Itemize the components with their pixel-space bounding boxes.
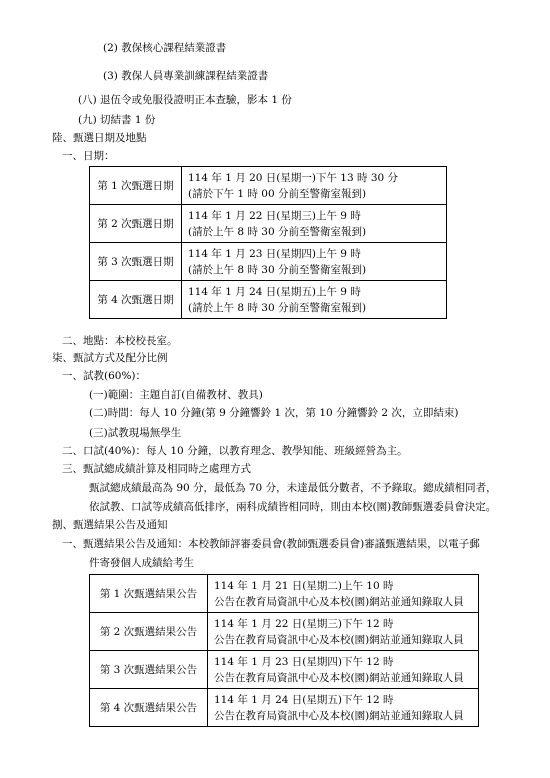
oral-exam-line: 二、口試(40%)：每人 10 分鐘，以教育理念、教學知能、班級經營為主。 xyxy=(62,445,408,457)
row-detail: 114 年 1 月 21 日(星期二)上午 10 時 公告在教育局資訊中心及本校(園)網站並通知錄取人員 xyxy=(208,575,479,613)
row-label: 第 4 次甄選日期 xyxy=(90,281,182,319)
row-label: 第 3 次甄選結果公告 xyxy=(90,651,208,689)
trial-teaching-line: 一、試教(60%)： xyxy=(62,370,147,382)
row-label: 第 4 次甄選結果公告 xyxy=(90,689,208,727)
section-7-heading: 柒、甄試方式及配分比例 xyxy=(52,352,168,364)
table-row xyxy=(90,689,479,727)
date-label: 一、日期： xyxy=(62,150,115,162)
section-8-heading: 捌、甄選結果公告及通知 xyxy=(52,519,168,531)
calc-line-2: 依試教、口試等成績高低排序，兩科成績皆相同時，則由本校(園)教師甄選委員會決定。 xyxy=(89,501,497,513)
row-detail: 114 年 1 月 23 日(星期四)上午 9 時 (請於上午 8 時 30 分前至警衛室報到) xyxy=(182,243,447,281)
table-row xyxy=(90,167,447,205)
row-detail: 114 年 1 月 23 日(星期四)下午 12 時 公告在教育局資訊中心及本校(園)網站並通知錄取人員 xyxy=(208,651,479,689)
doc-item-9: (九) 切結書 1 份 xyxy=(78,114,156,126)
row-detail: 114 年 1 月 22 日(星期三)上午 9 時 (請於上午 8 時 30 分前至警衛室報到) xyxy=(182,205,447,243)
row-detail: 114 年 1 月 22 日(星期三)下午 12 時 公告在教育局資訊中心及本校(園)網站並通知錄取人員 xyxy=(208,613,479,651)
table-row xyxy=(90,243,447,281)
table-row xyxy=(90,205,447,243)
row-label: 第 2 次甄選日期 xyxy=(90,205,182,243)
doc-item-8: (八) 退伍令或免服役證明正本查驗，影本 1 份 xyxy=(78,94,292,106)
notice-line-1: 一、甄選結果公告及通知：本校教師評審委員會(教師甄選委員會)審議甄選結果，以電子郵 xyxy=(62,538,480,550)
notice-line-2: 件寄發個人成績給考生 xyxy=(89,557,194,569)
table-row xyxy=(90,651,479,689)
calc-heading: 三、甄試總成績計算及相同時之處理方式 xyxy=(62,463,251,475)
row-label: 第 3 次甄選日期 xyxy=(90,243,182,281)
result-announcement-table xyxy=(89,574,479,727)
site-line: (三)試教現場無學生 xyxy=(89,427,182,439)
row-detail: 114 年 1 月 20 日(星期一)下午 13 時 30 分 (請於下午 1 時 00 分前至警衛室報到) xyxy=(182,167,447,205)
table-row xyxy=(90,575,479,613)
place-line: 二、地點：本校校長室。 xyxy=(62,335,178,347)
doc-item-2: (2) 教保核心課程結業證書 xyxy=(103,42,227,54)
row-label: 第 1 次甄選結果公告 xyxy=(90,575,208,613)
table-row xyxy=(90,613,479,651)
doc-item-3: (3) 教保人員專業訓練課程結業證書 xyxy=(103,70,269,82)
row-detail: 114 年 1 月 24 日(星期五)上午 9 時 (請於上午 8 時 30 分前至警衛室報到) xyxy=(182,281,447,319)
table-row xyxy=(90,281,447,319)
row-detail: 114 年 1 月 24 日(星期五)下午 12 時 公告在教育局資訊中心及本校(園)網站並通知錄取人員 xyxy=(208,689,479,727)
calc-line-1: 甄試總成績最高為 90 分，最低為 70 分，未達最低分數者，不予錄取。總成績相同者， xyxy=(89,482,497,494)
selection-date-table xyxy=(89,166,447,319)
section-6-heading: 陸、甄選日期及地點 xyxy=(52,132,147,144)
time-line: (二)時間：每人 10 分鐘(第 9 分鐘響鈴 1 次，第 10 分鐘響鈴 2 次，立即結束) xyxy=(89,407,459,419)
row-label: 第 2 次甄選結果公告 xyxy=(90,613,208,651)
row-label: 第 1 次甄選日期 xyxy=(90,167,182,205)
scope-line: (一)範圍：主題自訂(自備教材、教具) xyxy=(89,389,263,401)
